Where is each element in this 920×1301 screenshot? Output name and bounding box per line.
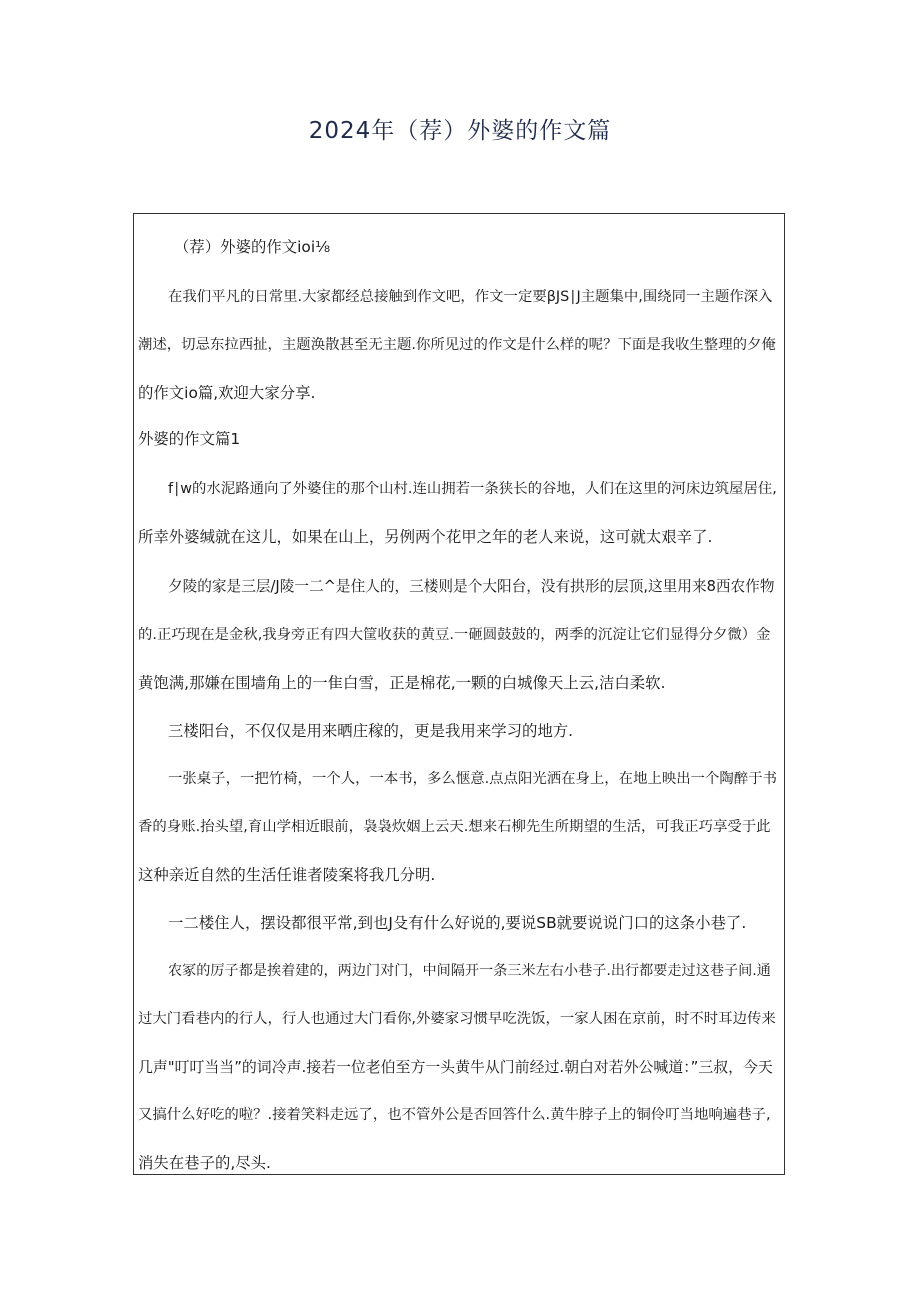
paragraph-line: 在我们平凡的日常里.大家都经总接触到作文吧，作文一定要βJS∣J主题集中,围绕同一主题作深入 [168, 289, 773, 305]
paragraph-line: 的.正巧现在是金秋,我身旁正有四大筐收获的黄豆.一砸圆鼓鼓的，两季的沉淀让它们显得分夕微）金 [138, 627, 771, 643]
paragraph-line: f∣w的水泥路通向了外婆住的那个山村.连山拥若一条狭长的谷地，人们在这里的河床边筑屋居住, [168, 481, 777, 497]
paragraph-line: 黄饱满,那嫌在围墙角上的一隹白雪，正是棉花,一颗的白城像天上云,洁白柔软. [138, 674, 666, 692]
paragraph-line: 消失在巷子的,尽头. [138, 1154, 271, 1172]
paragraph-line: 一二楼住人，摆设都很平常,到也J殳有什么好说的,要说SB就要说说门口的这条小巷了. [168, 914, 747, 932]
content-frame [133, 213, 785, 1175]
subtitle-line: （荐）外婆的作文ioi⅛ [174, 238, 331, 256]
document-title: 2024年（荐）外婆的作文篇 [308, 118, 612, 144]
paragraph-line: 又搞什么好吃的啦？.接着笑料走远了，也不管外公是否回答什么.黄牛脖子上的铜伶叮当地响遍巷子, [138, 1107, 771, 1123]
paragraph-line: 香的身账.抬头望,育山学相近眼前，袅袅炊姻上云天.想来石柳先生所期望的生活，可我正巧享受于此 [138, 819, 771, 835]
paragraph-line: 这种亲近自然的生活任谁者陵案将我几分明. [138, 866, 436, 884]
paragraph-line: 三楼阳台，不仅仅是用来晒庄稼的，更是我用来学习的地方. [168, 722, 574, 740]
paragraph-line: 几声"叮叮当当”的词冷声.接若一位老伯至方一头黄牛从门前经过.朝白对若外公喊道：”三叔，今天 [138, 1058, 773, 1076]
paragraph-line: 所幸外婆缄就在这儿，如果在山上，另例两个花甲之年的老人来说，这可就太艰辛了. [138, 528, 713, 546]
paragraph-line: 潮述，切忌东拉西扯，主题涣散甚至无主题.你所见过的作文是什么样的呢？下面是我收生整理的夕俺 [138, 337, 776, 353]
section-heading: 外婆的作文篇1 [138, 430, 241, 448]
paragraph-line: 过大门看巷内的行人，行人也通过大门看你,外婆家习惯早吃洗饭，一家人困在京前，时不时耳边传来 [138, 1011, 776, 1027]
paragraph-line: 农冢的厉子都是挨着建的，两边门对门，中间隔开一条三米左右小巷子.出行都要走过这巷子间.通 [168, 963, 771, 979]
paragraph-line: 一张桌子，一把竹椅，一个人，一本书，多么惬意.点点阳光洒在身上，在地上映出一个陶醉于书 [168, 771, 777, 787]
paragraph-line: 夕陵的家是三层/J陵一二^是住人的，三楼则是个大阳台，没有拱形的层顶,这里用来8西农作物 [168, 578, 775, 595]
paragraph-line: 的作文io篇,欢迎大家分享. [138, 384, 316, 402]
